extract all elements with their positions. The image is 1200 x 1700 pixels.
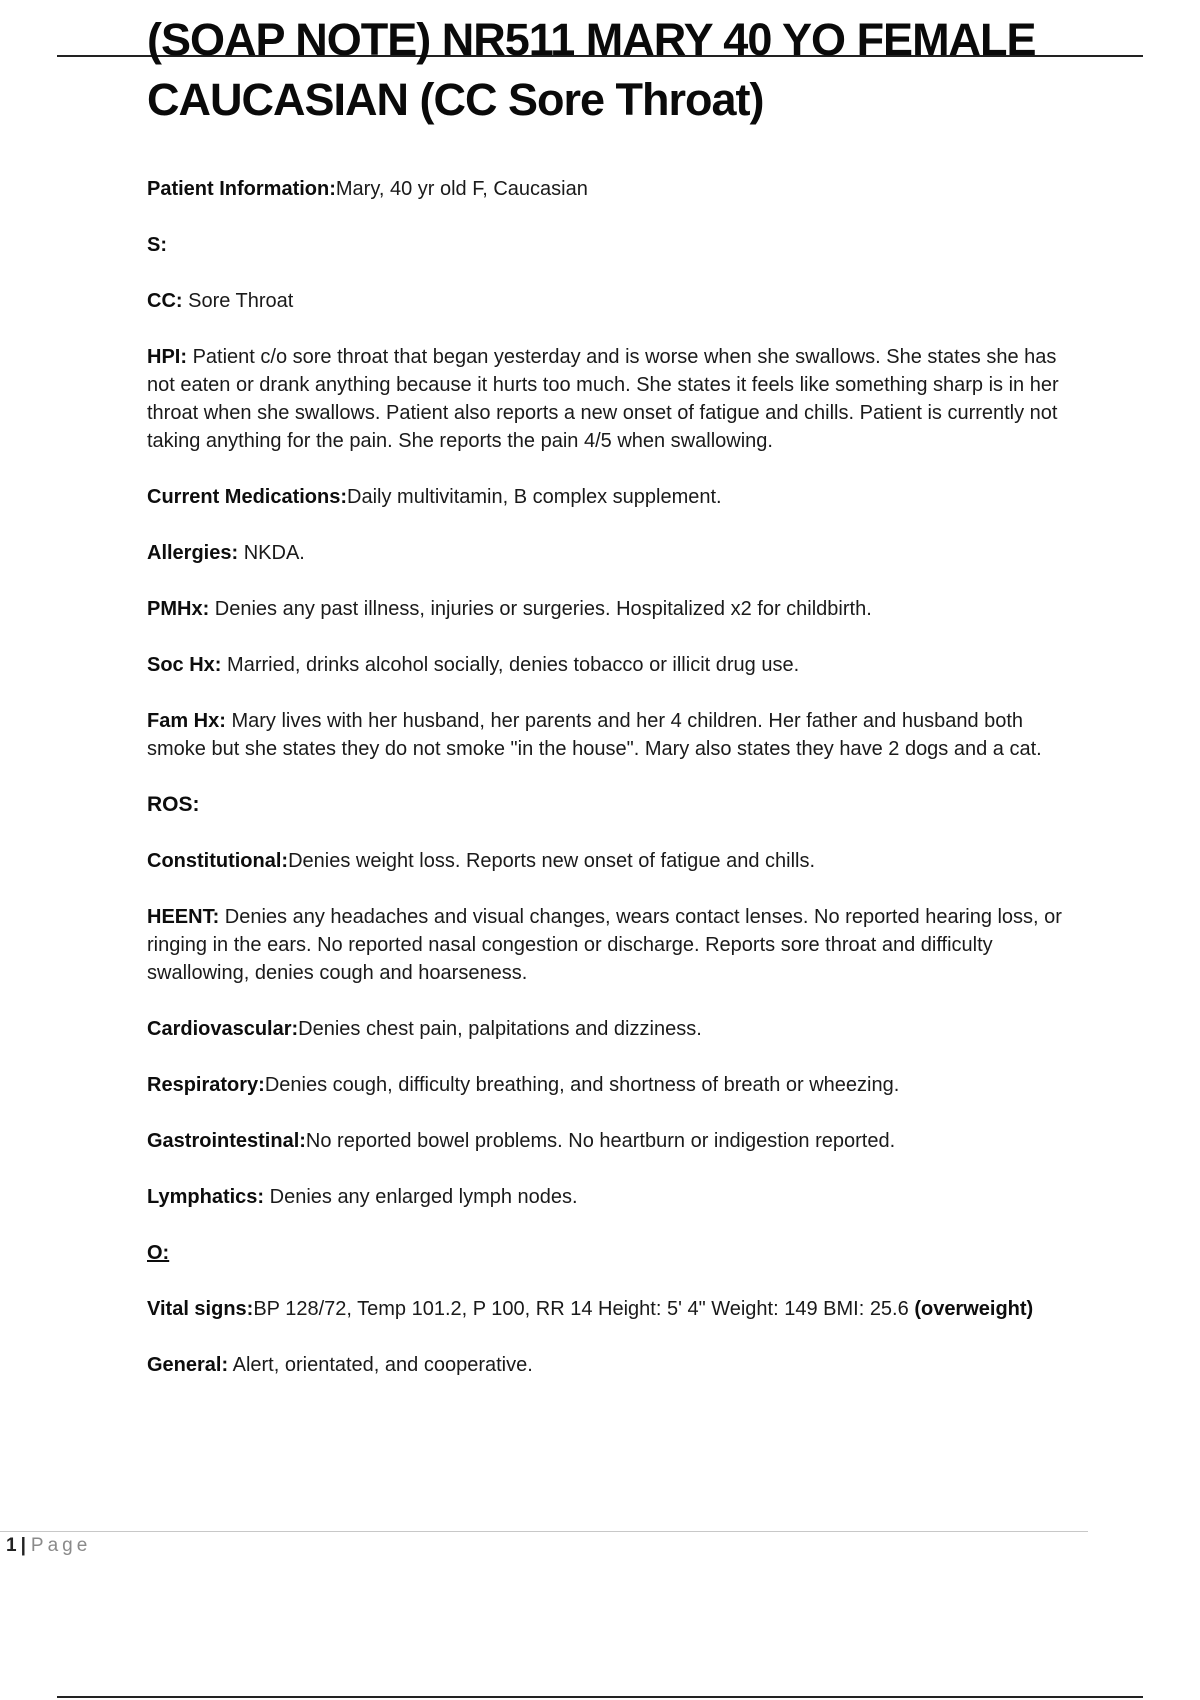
- cc-label: CC:: [147, 290, 183, 312]
- general-label: General:: [147, 1354, 229, 1376]
- fam-hx-text: Mary lives with her husband, her parents and her 4 children. Her father and husband both smoke but she states they do not smoke "in the house". Mary also states they have 2 dogs and a cat.: [147, 710, 1042, 760]
- respiratory-label: Respiratory:: [147, 1074, 265, 1096]
- ros-label: ROS:: [147, 793, 200, 816]
- objective-label: O:: [147, 1242, 170, 1264]
- allergies: [147, 539, 1087, 567]
- vitals-emphasis: (overweight): [914, 1298, 1034, 1320]
- lymphatics-label: Lymphatics:: [147, 1186, 265, 1208]
- patient-information-text: Mary, 40 yr old F, Caucasian: [335, 178, 588, 200]
- respiratory: [147, 1071, 1087, 1099]
- patient-information-label: Patient Information:: [147, 178, 336, 200]
- document-body: [147, 175, 1087, 1407]
- page-label: Page: [30, 1535, 92, 1556]
- social-history: [147, 651, 1087, 679]
- lymphatics-text: Denies any enlarged lymph nodes.: [269, 1186, 578, 1208]
- allergies-label: Allergies:: [147, 542, 239, 564]
- pmhx-label: PMHx:: [147, 598, 210, 620]
- page-separator: |: [20, 1535, 26, 1556]
- general-text: Alert, orientated, and cooperative.: [232, 1354, 533, 1376]
- subjective-heading: [147, 231, 1087, 259]
- heent-label: HEENT:: [147, 906, 220, 928]
- soc-hx-label: Soc Hx:: [147, 654, 222, 676]
- fam-hx-label: Fam Hx:: [147, 710, 226, 732]
- hpi: [147, 343, 1087, 455]
- gastrointestinal-text: No reported bowel problems. No heartburn or indigestion reported.: [305, 1130, 896, 1152]
- constitutional-text: Denies weight loss. Reports new onset of fatigue and chills.: [288, 850, 816, 872]
- ros-heading: [147, 791, 1087, 819]
- pmhx-text: Denies any past illness, injuries or surgeries. Hospitalized x2 for childbirth.: [214, 598, 872, 620]
- lymphatics: [147, 1183, 1087, 1211]
- current-medications: [147, 483, 1087, 511]
- chief-complaint: [147, 287, 1087, 315]
- footer-rule: [0, 1531, 1088, 1532]
- objective-heading: [147, 1239, 1087, 1267]
- patient-information: [147, 175, 1087, 203]
- constitutional: [147, 847, 1087, 875]
- cardiovascular-text: Denies chest pain, palpitations and dizziness.: [298, 1018, 702, 1040]
- gastrointestinal-label: Gastrointestinal:: [147, 1130, 306, 1152]
- hpi-text: Patient c/o sore throat that began yesterday and is worse when she swallows. She states she has not eaten or drank anything because it hurts too much. She states it feels like something sharp is in her throat when she swallows. Patient also reports a new onset of fatigue and chills. Patient is currently not taking anything for the pain. She reports the pain 4/5 when swallowing.: [147, 346, 1059, 452]
- page-number: 1: [6, 1535, 17, 1556]
- soc-hx-text: Married, drinks alcohol socially, denies tobacco or illicit drug use.: [227, 654, 800, 676]
- vitals-text: BP 128/72, Temp 101.2, P 100, RR 14 Height: 5' 4" Weight: 149 BMI: 25.6: [253, 1298, 909, 1320]
- medications-label: Current Medications:: [147, 486, 348, 508]
- subjective-label: S:: [147, 234, 167, 256]
- page-footer: [6, 1534, 91, 1558]
- heent-text: Denies any headaches and visual changes, wears contact lenses. No reported hearing loss, or ringing in the ears. No reported nasal congestion or discharge. Reports sore throat and difficulty swallowing, denies cough and hoarseness.: [147, 906, 1062, 984]
- general-exam: [147, 1351, 1087, 1379]
- respiratory-text: Denies cough, difficulty breathing, and shortness of breath or wheezing.: [264, 1074, 900, 1096]
- medications-text: Daily multivitamin, B complex supplement.: [347, 486, 722, 508]
- hpi-label: HPI:: [147, 346, 187, 368]
- vitals-label: Vital signs:: [147, 1298, 254, 1320]
- cardiovascular: [147, 1015, 1087, 1043]
- gastrointestinal: [147, 1127, 1087, 1155]
- constitutional-label: Constitutional:: [147, 850, 289, 872]
- heent: [147, 903, 1087, 987]
- allergies-text: NKDA.: [243, 542, 305, 564]
- vital-signs: [147, 1295, 1087, 1323]
- bottom-rule: [57, 1696, 1143, 1698]
- cc-text: Sore Throat: [188, 290, 294, 312]
- pmhx: [147, 595, 1087, 623]
- cardiovascular-label: Cardiovascular:: [147, 1018, 299, 1040]
- family-history: [147, 707, 1087, 763]
- document-title: (SOAP NOTE) NR511 MARY 40 YO FEMALE CAUCASIAN (CC Sore Throat): [147, 14, 1036, 125]
